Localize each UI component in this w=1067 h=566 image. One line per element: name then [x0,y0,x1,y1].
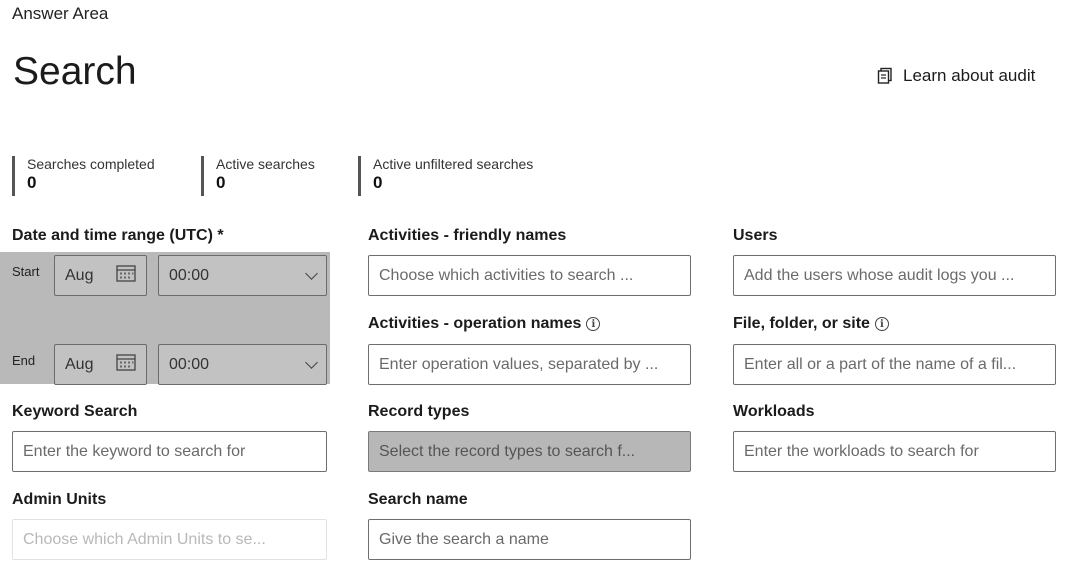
page-title: Search [13,50,137,93]
info-icon[interactable]: i [586,317,600,331]
document-icon [876,67,894,85]
start-time: 00:00 [169,266,210,284]
stat-value: 0 [27,173,37,192]
chevron-down-icon [305,267,318,280]
record-types-input[interactable]: Select the record types to search f... [368,431,691,472]
end-month: Aug [65,355,94,373]
workloads-label: Workloads [733,403,815,420]
end-date-picker[interactable] [54,344,147,385]
activities-friendly-names-input[interactable]: Choose which activities to search ... [368,255,691,296]
start-month: Aug [65,266,94,284]
learn-link-label: Learn about audit [903,66,1036,85]
end-label: End [12,353,36,368]
activities-operation-names-label: Activities - operation names i [368,315,600,333]
start-time-dropdown[interactable] [158,255,327,296]
learn-about-audit-link[interactable] [876,66,1035,86]
file-folder-site-label: File, folder, or site i [733,315,889,333]
chevron-down-icon [305,356,318,369]
workloads-input[interactable]: Enter the workloads to search for [733,431,1056,472]
activities-friendly-names-label: Activities - friendly names [368,227,567,244]
calendar-icon[interactable] [116,264,136,287]
stat-value: 0 [373,173,383,192]
stat-searches-completed [12,156,155,196]
start-label: Start [12,264,40,279]
date-range-label: Date and time range (UTC) * [12,227,224,244]
users-label: Users [733,227,778,244]
admin-units-input[interactable]: Choose which Admin Units to se... [12,519,327,560]
stat-value: 0 [216,173,226,192]
keyword-search-input[interactable]: Enter the keyword to search for [12,431,327,472]
stat-label: Searches completed [27,156,155,172]
file-folder-site-input[interactable]: Enter all or a part of the name of a fil... [733,344,1056,385]
admin-units-label: Admin Units [12,491,107,508]
search-name-input[interactable]: Give the search a name [368,519,691,560]
stat-active-searches [201,156,315,196]
record-types-label: Record types [368,403,470,420]
end-time-dropdown[interactable] [158,344,327,385]
keyword-search-label: Keyword Search [12,403,138,420]
activities-operation-names-input[interactable]: Enter operation values, separated by ... [368,344,691,385]
stat-active-unfiltered-searches [358,156,533,196]
calendar-icon[interactable] [116,353,136,376]
stat-label: Active unfiltered searches [373,156,534,172]
answer-area-label: Answer Area [12,4,109,23]
search-name-label: Search name [368,491,468,508]
end-time: 00:00 [169,355,210,373]
start-date-picker[interactable] [54,255,147,296]
info-icon[interactable]: i [875,317,889,331]
users-input[interactable]: Add the users whose audit logs you ... [733,255,1056,296]
stat-label: Active searches [216,156,315,172]
